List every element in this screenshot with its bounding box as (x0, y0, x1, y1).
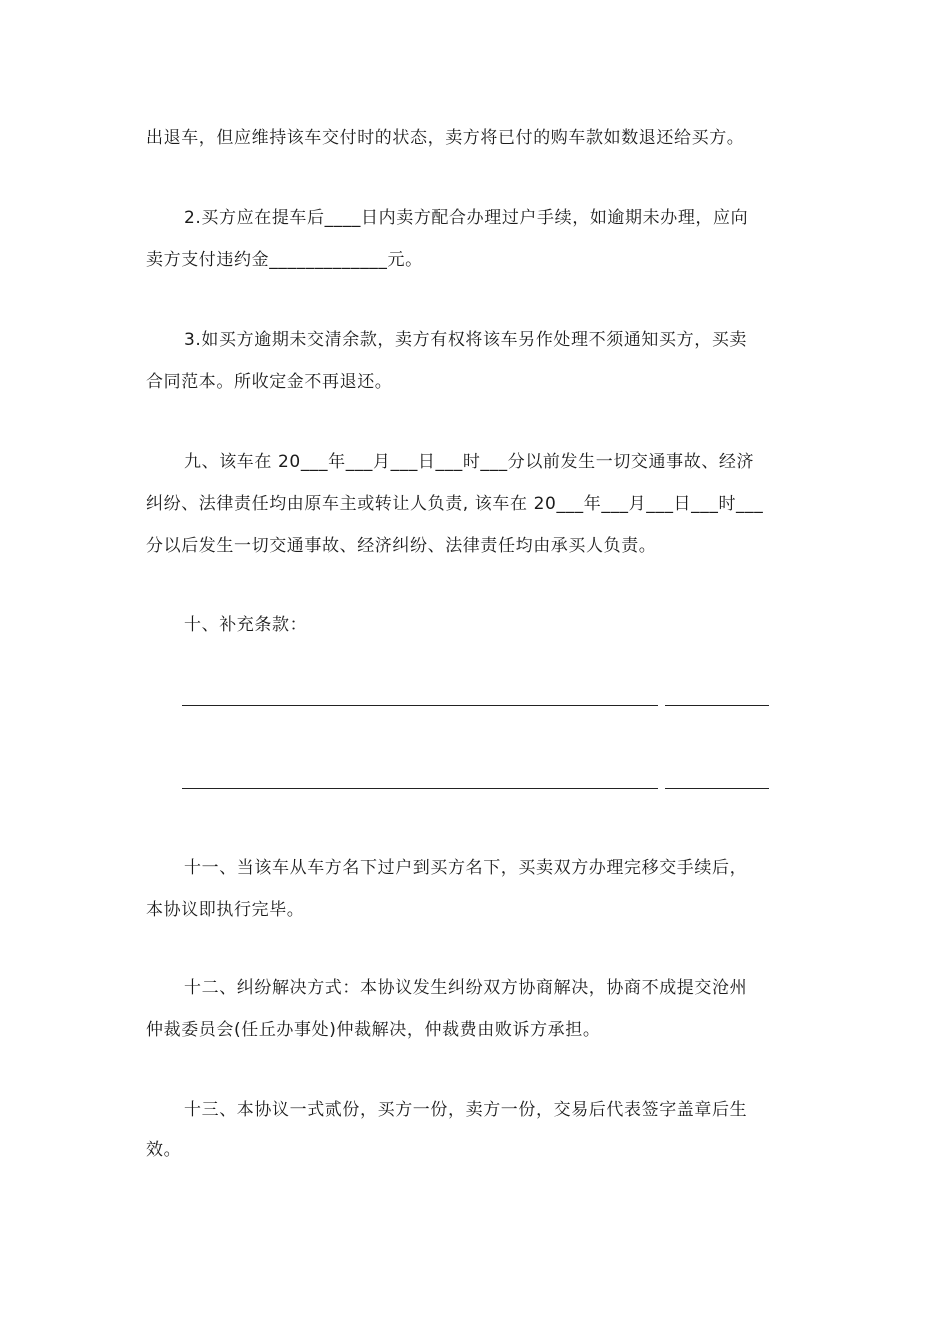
paragraph-line: 仲裁委员会(任丘办事处)仲裁解决，仲裁费由败诉方承担。 (146, 1020, 601, 1040)
paragraph-line: 九、该车在 20___年___月___日___时___分以前发生一切交通事故、经济 (184, 452, 755, 472)
blank-fill-line (665, 788, 769, 789)
paragraph-line: 十三、本协议一式贰份，买方一份，卖方一份，交易后代表签字盖章后生 (184, 1100, 748, 1120)
paragraph-line: 分以后发生一切交通事故、经济纠纷、法律责任均由承买人负责。 (146, 536, 657, 556)
paragraph-line: 本协议即执行完毕。 (146, 900, 305, 920)
blank-fill-line (182, 705, 658, 706)
paragraph-line: 合同范本。所收定金不再退还。 (146, 372, 393, 392)
paragraph-line: 效。 (146, 1140, 182, 1160)
paragraph-line: 纠纷、法律责任均由原车主或转让人负责, 该车在 20___年___月___日___时___ (146, 494, 764, 514)
blank-fill-line (665, 705, 769, 706)
section-heading: 十、补充条款： (184, 615, 308, 635)
paragraph-line: 十二、纠纷解决方式：本协议发生纠纷双方协商解决，协商不成提交沧州 (184, 978, 748, 998)
blank-fill-line (182, 788, 658, 789)
paragraph-line: 卖方支付违约金_____________元。 (146, 250, 423, 270)
paragraph-line: 2.买方应在提车后____日内卖方配合办理过户手续，如逾期未办理，应向 (184, 208, 749, 228)
paragraph-line: 3.如买方逾期未交清余款，卖方有权将该车另作处理不须通知买方，买卖 (184, 330, 748, 350)
paragraph-line: 出退车，但应维持该车交付时的状态，卖方将已付的购车款如数退还给买方。 (146, 128, 745, 148)
paragraph-line: 十一、当该车从车方名下过户到买方名下，买卖双方办理完移交手续后， (184, 858, 748, 878)
